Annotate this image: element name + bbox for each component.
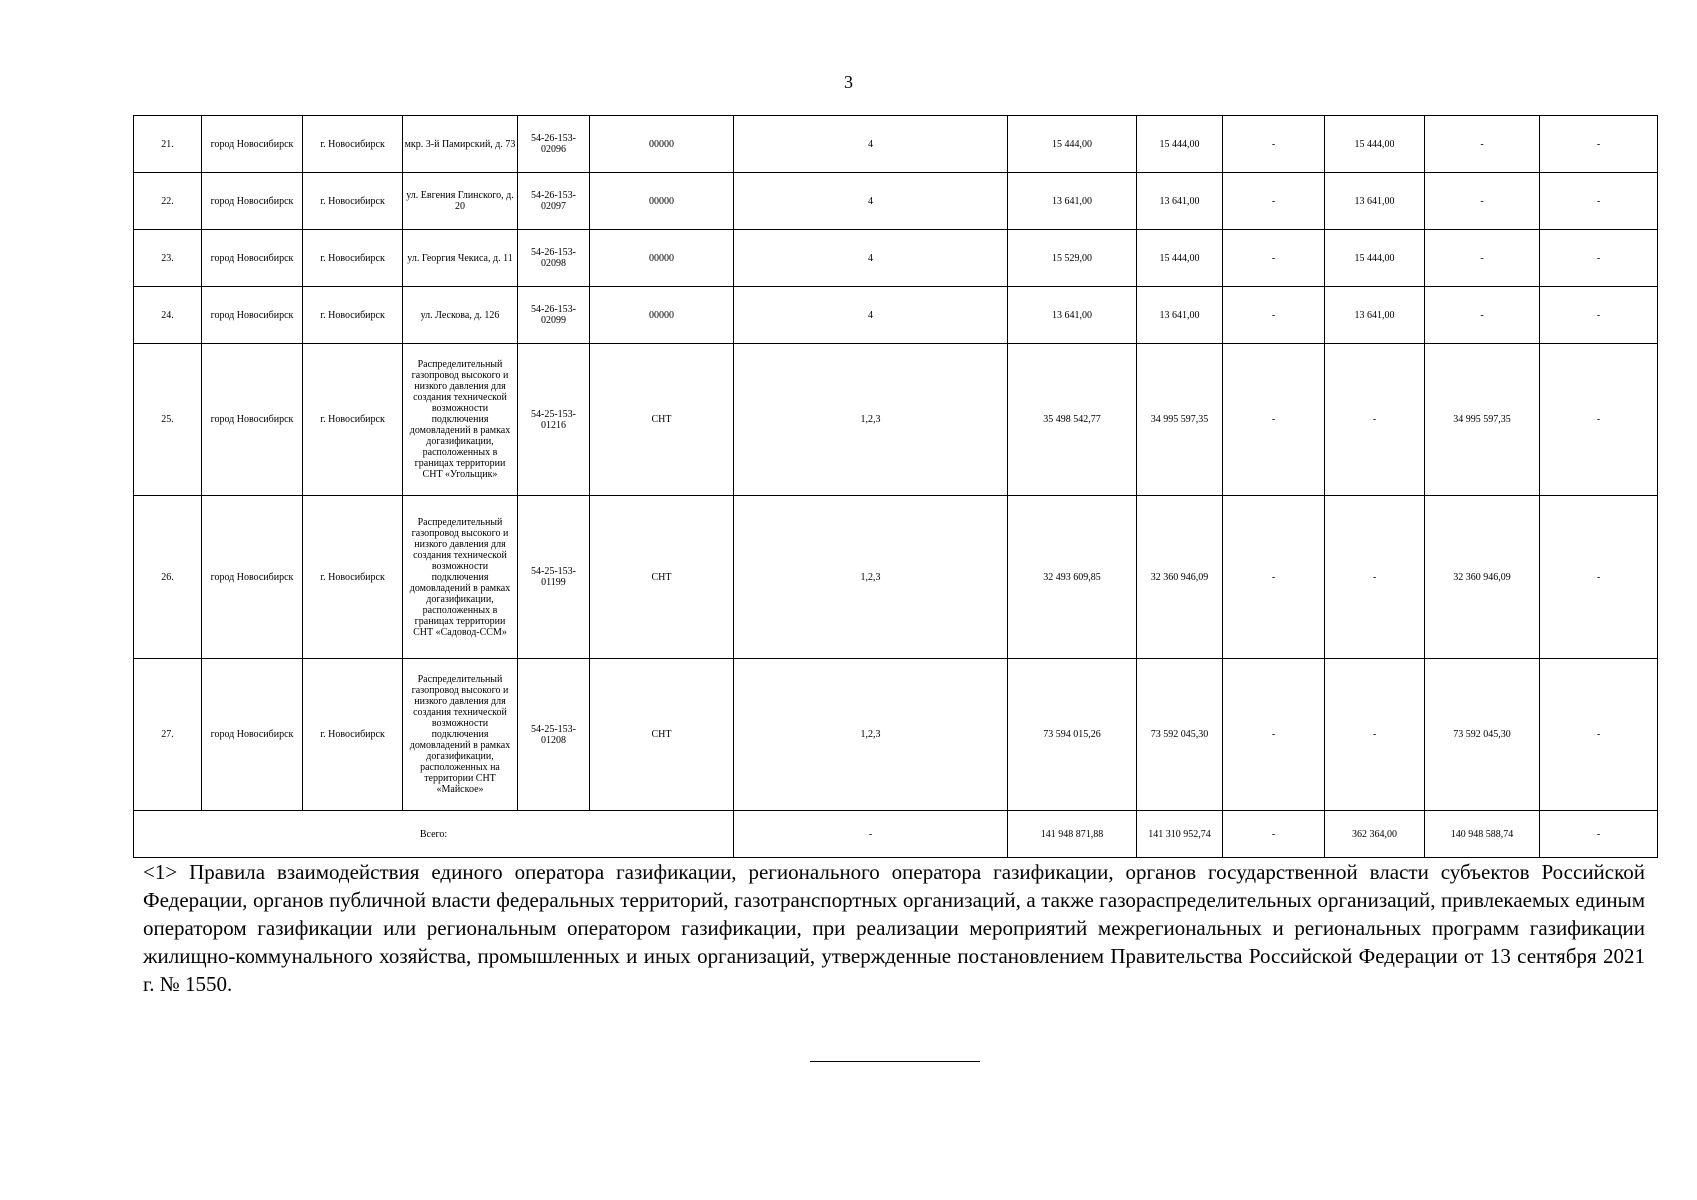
cell-object-address: Распределительный газопровод высокого и низкого давления для создания технической возможности подключения домовладений в рамках догазификации, расположенных в границах территории СНТ «Садовод-ССМ»	[403, 496, 518, 659]
cell-value-3: -	[1223, 173, 1325, 230]
cell-municipality: город Новосибирск	[202, 496, 303, 659]
cell-value-4: 13 641,00	[1325, 287, 1425, 344]
cell-value-2: 73 592 045,30	[1137, 659, 1223, 811]
cell-code: СНТ	[590, 659, 734, 811]
cell-object-address: Распределительный газопровод высокого и низкого давления для создания технической возможности подключения домовладений в рамках догазификации, расположенных на территории СНТ «Майское»	[403, 659, 518, 811]
table-body	[134, 116, 1658, 811]
cell-value-2: 13 641,00	[1137, 173, 1223, 230]
cell-value-6: -	[1540, 230, 1658, 287]
cell-value-5: -	[1425, 173, 1540, 230]
cell-value-5: -	[1425, 287, 1540, 344]
cell-row-number: 26.	[134, 496, 202, 659]
total-value-6: -	[1540, 811, 1658, 858]
cell-value-3: -	[1223, 230, 1325, 287]
cell-value-5: 32 360 946,09	[1425, 496, 1540, 659]
cell-code: 00000	[590, 230, 734, 287]
cell-code: 00000	[590, 173, 734, 230]
cell-municipality: город Новосибирск	[202, 659, 303, 811]
cell-locality: г. Новосибирск	[303, 496, 403, 659]
cell-code: СНТ	[590, 344, 734, 496]
cell-value-4: -	[1325, 496, 1425, 659]
cell-activities: 4	[734, 173, 1008, 230]
table-row	[134, 287, 1658, 344]
cell-value-1: 73 594 015,26	[1008, 659, 1137, 811]
cell-row-number: 21.	[134, 116, 202, 173]
table-row	[134, 230, 1658, 287]
cell-locality: г. Новосибирск	[303, 116, 403, 173]
cell-value-1: 13 641,00	[1008, 287, 1137, 344]
cell-cadastral-number: 54-26-153-02098	[518, 230, 590, 287]
cell-value-6: -	[1540, 659, 1658, 811]
cell-object-address: Распределительный газопровод высокого и низкого давления для создания технической возможности подключения домовладений в рамках догазификации, расположенных в границах территории СНТ «Угольщик»	[403, 344, 518, 496]
cell-value-4: -	[1325, 344, 1425, 496]
cell-value-3: -	[1223, 116, 1325, 173]
gasification-table	[133, 115, 1658, 858]
table-row	[134, 116, 1658, 173]
total-value-3: -	[1223, 811, 1325, 858]
cell-code: СНТ	[590, 496, 734, 659]
cell-value-5: -	[1425, 116, 1540, 173]
footnote: <1> Правила взаимодействия единого оператора газификации, регионального оператора газификации, органов государственной власти субъектов Российской Федерации, органов публичной власти федеральных территорий, газотранспортных организаций, а также газораспределительных организаций, привлекаемых единым оператором газификации или региональным оператором газификации, при реализации мероприятий межрегиональных и региональных программ газификации жилищно-коммунального хозяйства, промышленных и иных организаций, утвержденные постановлением Правительства Российской Федерации от 13 сентября 2021 г. № 1550.	[143, 860, 1645, 996]
cell-code: 00000	[590, 116, 734, 173]
cell-row-number: 24.	[134, 287, 202, 344]
cell-object-address: ул. Евгения Глинского, д. 20	[403, 173, 518, 230]
total-label: Всего:	[134, 811, 734, 858]
cell-value-6: -	[1540, 116, 1658, 173]
cell-value-5: 73 592 045,30	[1425, 659, 1540, 811]
page-number: 3	[844, 72, 853, 92]
cell-locality: г. Новосибирск	[303, 659, 403, 811]
cell-object-address: мкр. 3-й Памирский, д. 73	[403, 116, 518, 173]
cell-row-number: 27.	[134, 659, 202, 811]
cell-value-1: 13 641,00	[1008, 173, 1137, 230]
cell-locality: г. Новосибирск	[303, 287, 403, 344]
cell-municipality: город Новосибирск	[202, 173, 303, 230]
cell-municipality: город Новосибирск	[202, 344, 303, 496]
cell-value-3: -	[1223, 287, 1325, 344]
table-row	[134, 659, 1658, 811]
cell-activities: 1,2,3	[734, 344, 1008, 496]
cell-activities: 4	[734, 116, 1008, 173]
total-value-4: 362 364,00	[1325, 811, 1425, 858]
cell-row-number: 25.	[134, 344, 202, 496]
cell-cadastral-number: 54-26-153-02099	[518, 287, 590, 344]
cell-value-1: 15 444,00	[1008, 116, 1137, 173]
cell-value-1: 32 493 609,85	[1008, 496, 1137, 659]
cell-value-6: -	[1540, 173, 1658, 230]
cell-value-1: 35 498 542,77	[1008, 344, 1137, 496]
cell-value-2: 32 360 946,09	[1137, 496, 1223, 659]
table-row	[134, 344, 1658, 496]
cell-object-address: ул. Лескова, д. 126	[403, 287, 518, 344]
table-row	[134, 173, 1658, 230]
cell-activities: 1,2,3	[734, 659, 1008, 811]
cell-value-4: 13 641,00	[1325, 173, 1425, 230]
cell-locality: г. Новосибирск	[303, 344, 403, 496]
cell-activities: 4	[734, 287, 1008, 344]
end-rule	[810, 1061, 980, 1062]
cell-value-4: 15 444,00	[1325, 116, 1425, 173]
cell-value-2: 15 444,00	[1137, 230, 1223, 287]
cell-value-2: 34 995 597,35	[1137, 344, 1223, 496]
cell-municipality: город Новосибирск	[202, 230, 303, 287]
cell-municipality: город Новосибирск	[202, 287, 303, 344]
cell-object-address: ул. Георгия Чекиса, д. 11	[403, 230, 518, 287]
cell-value-3: -	[1223, 659, 1325, 811]
cell-locality: г. Новосибирск	[303, 230, 403, 287]
cell-value-6: -	[1540, 344, 1658, 496]
cell-locality: г. Новосибирск	[303, 173, 403, 230]
cell-value-6: -	[1540, 287, 1658, 344]
cell-value-1: 15 529,00	[1008, 230, 1137, 287]
total-value-5: 140 948 588,74	[1425, 811, 1540, 858]
cell-value-4: -	[1325, 659, 1425, 811]
table-row	[134, 496, 1658, 659]
cell-cadastral-number: 54-25-153-01208	[518, 659, 590, 811]
cell-value-5: 34 995 597,35	[1425, 344, 1540, 496]
cell-row-number: 23.	[134, 230, 202, 287]
total-value-2: 141 310 952,74	[1137, 811, 1223, 858]
cell-row-number: 22.	[134, 173, 202, 230]
cell-activities: 4	[734, 230, 1008, 287]
cell-municipality: город Новосибирск	[202, 116, 303, 173]
cell-cadastral-number: 54-26-153-02097	[518, 173, 590, 230]
cell-value-2: 15 444,00	[1137, 116, 1223, 173]
cell-value-3: -	[1223, 496, 1325, 659]
cell-cadastral-number: 54-25-153-01199	[518, 496, 590, 659]
cell-value-6: -	[1540, 496, 1658, 659]
cell-code: 00000	[590, 287, 734, 344]
total-activities: -	[734, 811, 1008, 858]
cell-value-3: -	[1223, 344, 1325, 496]
total-value-1: 141 948 871,88	[1008, 811, 1137, 858]
cell-cadastral-number: 54-26-153-02096	[518, 116, 590, 173]
cell-activities: 1,2,3	[734, 496, 1008, 659]
cell-cadastral-number: 54-25-153-01216	[518, 344, 590, 496]
cell-value-2: 13 641,00	[1137, 287, 1223, 344]
cell-value-4: 15 444,00	[1325, 230, 1425, 287]
total-row	[134, 811, 1658, 858]
cell-value-5: -	[1425, 230, 1540, 287]
